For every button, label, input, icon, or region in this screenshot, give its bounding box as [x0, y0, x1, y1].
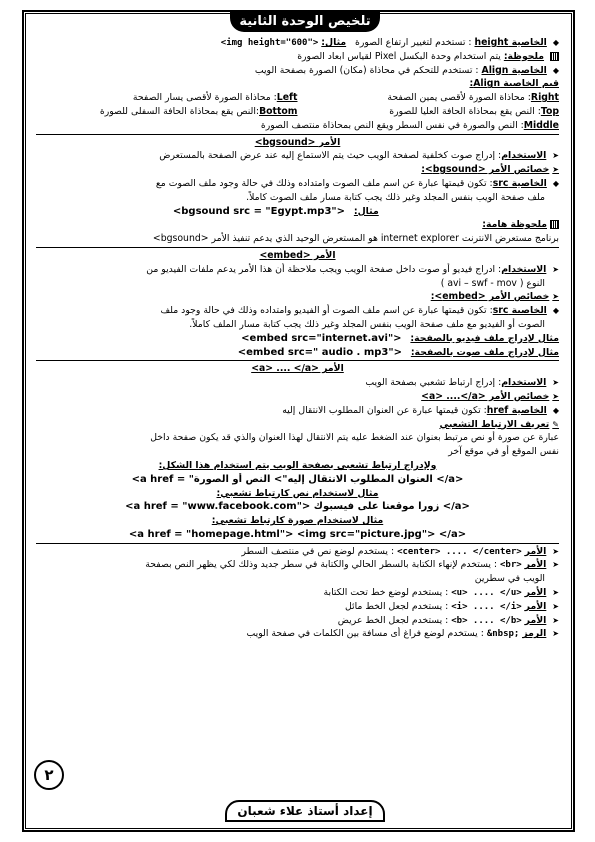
- align-values-heading: قيم الخاصية Align:: [469, 78, 559, 90]
- divider: [36, 247, 559, 248]
- embed-example-audio: مثال لإدراج ملف صوت بالصفحة: <embed src=" audio . mp3">: [237, 346, 559, 358]
- note-icon: [550, 220, 559, 229]
- anchor-heading: الأمر <a> .... </a>: [251, 363, 344, 375]
- link-definition-cont: نفس الموقع أو في موقع آخر: [448, 446, 559, 458]
- pencil-icon: ✎: [552, 419, 559, 429]
- bullet-icon: ◆: [552, 178, 559, 188]
- arrow-icon: ➤: [552, 292, 559, 302]
- page-number: ٢: [34, 760, 64, 790]
- arrow-icon: ➤: [552, 560, 559, 570]
- link-definition-label: ✎تعريف الارتباط التشعبي: [439, 418, 559, 430]
- anchor-use: ➤ الاستخدام: إدراج ارتباط تشعبي بصفحة الويب: [365, 377, 559, 389]
- bgsound-use: ➤ الاستخدام: إدراج صوت كخلفية لصفحة الويب حيث يتم الاستماع إليه عند عرض الصفحة بالمستعرض: [159, 150, 559, 162]
- arrow-icon: ➤: [552, 378, 559, 388]
- arrow-icon: ➤: [552, 391, 559, 401]
- i-tag: ➤ الأمر <i> .... </i> : يستخدم لجعل الخط مائل: [344, 600, 559, 612]
- note-icon: [550, 52, 559, 61]
- anchor-props: ➤خصائص الأمر <a> ....</a>: [421, 390, 559, 402]
- link-definition-text: عبارة عن صورة أو نص مرتبط بعنوان عند الضغط عليه يتم الانتقال لهذا العنوان والذي قد يكون صفحة داخل: [150, 432, 559, 444]
- example-text-link-label: مثال لاستخدام نص كارتباط تشعبي:: [216, 487, 379, 499]
- arrow-icon: ➤: [552, 588, 559, 598]
- author-credit: إعداد أستاذ علاء شعبان: [225, 800, 385, 822]
- bullet-icon: ◆: [552, 306, 559, 316]
- line-align-attr: ◆ الخاصية Align : تستخدم للتحكم في محاذاة (مكان) الصورة بصفحة الويب: [254, 64, 559, 76]
- bgsound-src: ◆ الخاصية src: تكون قيمتها عبارة عن اسم ملف الصوت وامتداده وذلك في حالة وجود ملف الصوت مع: [155, 177, 559, 189]
- divider: [36, 543, 559, 544]
- u-tag: ➤ الأمر <u> .... </u> : يستخدم لوضع خط تحت الكتابة: [323, 587, 559, 599]
- embed-use-cont: النوع ( avi – swf - mov ): [440, 277, 545, 289]
- arrow-icon: ➤: [552, 615, 559, 625]
- content: [36, 36, 559, 641]
- embed-src-cont: الصوت أو الفيديو مع ملف صفحة الويب بنفس المجلد وغير ذلك يجب كتابة مسار الملف كاملاً.: [189, 318, 545, 330]
- br-tag: ➤ الأمر <br> : يستخدم لإنهاء الكتابة بالسطر الحالي والكتابة في سطر جديد وذلك لكي يظهر النص بصفحة: [145, 559, 559, 571]
- divider: [36, 360, 559, 361]
- page-title: تلخيص الوحدة الثانية: [230, 10, 380, 32]
- b-tag: ➤ الأمر <b> .... </b> : يستخدم لجعل الخط عريض: [337, 614, 559, 626]
- bgsound-note-label: ملحوظة هامة:: [36, 218, 559, 232]
- link-form-code: <a href = "العنوان المطلوب الانتقال إليه"> النص أو الصورة </a>: [131, 473, 464, 485]
- nbsp-symbol: ➤ الرمز &nbsp; : يستخدم لوضع فراغ أى مسافة بين الكلمات في صفحة الويب: [246, 628, 559, 640]
- bgsound-note-text: برنامج مستعرض الانترنت internet explorer هو المستعرض الوحيد الذي يدعم تنفيذ الأمر <bgsound>: [152, 233, 559, 245]
- arrow-icon: ➤: [552, 601, 559, 611]
- bgsound-heading: الأمر <bgsound>: [254, 136, 341, 148]
- bullet-icon: ◆: [552, 405, 559, 415]
- example-text-link-code: <a href = "www.facebook.com"> زورا موقعنا على فيسبوك </a>: [125, 501, 470, 513]
- arrow-icon: ➤: [552, 264, 559, 274]
- arrow-icon: ➤: [552, 629, 559, 639]
- align-row-1: Right: محاذاة الصورة لأقصى يمين الصفحة Left: محاذاة الصورة لأقصى يسار الصفحة: [132, 92, 559, 104]
- arrow-icon: ➤: [552, 165, 559, 175]
- divider: [36, 134, 559, 135]
- line-pixel-note: ملحوظة: يتم استخدام وحدة البكسل Pixel لقياس ابعاد الصورة: [36, 50, 559, 64]
- bgsound-example: مثال: <bgsound src = "Egypt.mp3">: [172, 205, 379, 217]
- embed-src: ◆ الخاصية src: تكون قيمتها عبارة عن اسم ملف الصوت أو الفيديو وامتداده وذلك في حالة وجود ملف: [160, 305, 559, 317]
- line-height-attr: ◆ الخاصية height : تستخدم لتغيير ارتفاع الصورة مثال: <img height="600">: [220, 37, 559, 48]
- bullet-icon: ◆: [552, 38, 559, 47]
- arrow-icon: ➤: [552, 546, 559, 556]
- embed-props: ➤خصائص الأمر <embed>:: [430, 291, 559, 303]
- align-row-3: Middle: النص والصورة في نفس السطر ويقع النص بمحاذاة منتصف الصورة: [260, 119, 559, 131]
- embed-heading: الأمر <embed>: [259, 249, 336, 261]
- br-tag-cont: الويب في سطرين: [474, 573, 545, 585]
- embed-use: ➤ الاستخدام: ادراج فيديو أو صوت داخل صفحة الويب ويجب ملاحظة أن هذا الأمر يدعم ملفات الفيديو من: [146, 263, 559, 275]
- example-image-link-code: <a href = "homepage.html"> <img src="picture.jpg"> </a>: [128, 528, 467, 540]
- align-row-2: Top: النص يقع بمحاذاة الحافة العليا للصورة Bottom:النص يقع بمحاذاة الحافة السفلى للصورة: [99, 105, 559, 117]
- anchor-href: ◆ الخاصية href: تكون قيمتها عبارة عن العنوان المطلوب الانتقال إليه: [282, 404, 559, 416]
- arrow-icon: ➤: [552, 151, 559, 161]
- embed-example-video: مثال لإدراج ملف فيديو بالصفحة: <embed src="internet.avi">: [241, 332, 559, 344]
- bgsound-props: ➤خصائص الأمر <bgsound>:: [421, 164, 559, 176]
- center-tag: ➤ الأمر <center> .... </center> : يستخدم لوضع نص في منتصف السطر: [241, 545, 559, 557]
- bgsound-src-cont: ملف صفحة الويب بنفس المجلد وغير ذلك يجب كتابة مسار ملف الصوت كاملاً.: [246, 191, 545, 203]
- example-image-link-label: مثال لاستخدام صورة كارتباط تشعبي:: [211, 515, 384, 527]
- link-form-label: ولإدراج ارتباط تشعبي بصفحة الويب يتم استخدام هذا الشكل:: [158, 459, 437, 471]
- bullet-icon: ◆: [552, 65, 559, 75]
